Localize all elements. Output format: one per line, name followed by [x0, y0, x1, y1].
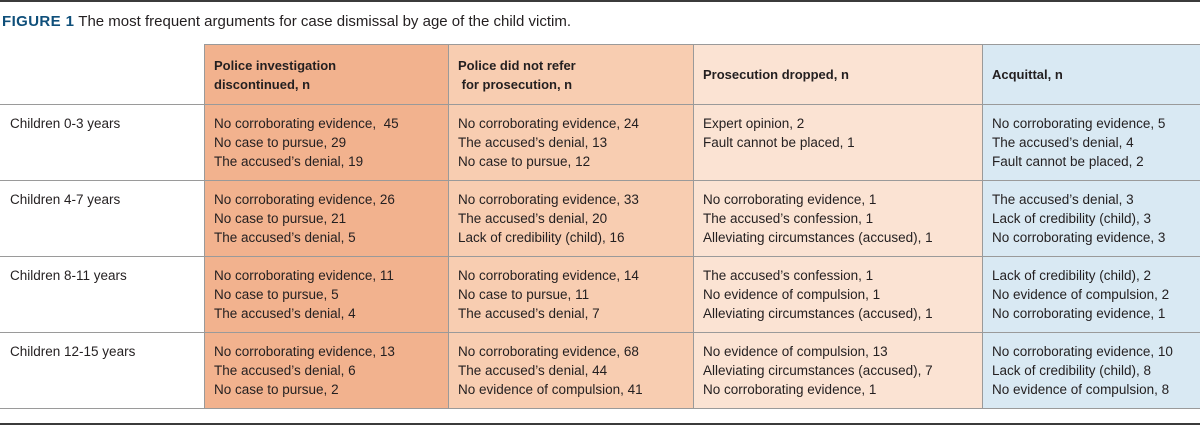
cell-entry: Alleviating circumstances (accused), 7	[703, 363, 933, 378]
table-row	[0, 257, 1200, 333]
cell-entry: No case to pursue, 5	[214, 287, 339, 302]
cell-entry: No case to pursue, 2	[214, 382, 339, 397]
cell-acquittal	[983, 105, 1200, 181]
figure-caption-text: The most frequent arguments for case dismissal by age of the child victim.	[74, 13, 572, 30]
table-row	[0, 333, 1200, 409]
row-label: Children 12-15 years	[10, 344, 136, 359]
cell-prosecution-dropped	[694, 333, 983, 409]
cell-police-discontinued	[205, 181, 449, 257]
cell-prosecution-dropped	[694, 257, 983, 333]
cell-not-referred	[449, 181, 694, 257]
header-line: Police investigation	[214, 57, 337, 73]
table-header-row	[0, 45, 1200, 105]
cell-entry: No case to pursue, 29	[214, 135, 347, 150]
cell-entry: The accused’s denial, 4	[214, 306, 356, 321]
cell-entry: No corroborating evidence, 13	[214, 344, 395, 359]
cell-entry: No corroborating evidence, 45	[214, 116, 399, 131]
bottom-rule	[0, 423, 1200, 425]
cell-not-referred	[449, 105, 694, 181]
row-label: Children 0-3 years	[10, 116, 121, 131]
top-rule	[0, 0, 1200, 2]
cell-entry: Lack of credibility (child), 3	[992, 211, 1152, 226]
cell-entry: No corroborating evidence, 1	[703, 192, 877, 207]
cell-not-referred	[449, 333, 694, 409]
cell-entry: The accused’s denial, 13	[458, 135, 608, 150]
cell-entry: The accused’s denial, 4	[992, 135, 1134, 150]
cell-entry: No case to pursue, 12	[458, 154, 591, 169]
cell-entry: No corroborating evidence, 24	[458, 116, 639, 131]
cell-police-discontinued	[205, 105, 449, 181]
cell-entry: No evidence of compulsion, 13	[703, 344, 888, 359]
cell-police-discontinued	[205, 257, 449, 333]
cell-entry: No corroborating evidence, 68	[458, 344, 639, 359]
cell-entry: The accused’s denial, 5	[214, 230, 356, 245]
cell-entry: The accused’s denial, 20	[458, 211, 608, 226]
cell-entry: Fault cannot be placed, 1	[703, 135, 855, 150]
cell-not-referred	[449, 257, 694, 333]
figure-caption	[2, 13, 571, 31]
header-line: discontinued, n	[214, 76, 311, 92]
cell-entry: No corroborating evidence, 33	[458, 192, 639, 207]
cell-prosecution-dropped	[694, 181, 983, 257]
cell-entry: The accused’s denial, 7	[458, 306, 600, 321]
cell-prosecution-dropped	[694, 105, 983, 181]
cell-entry: No corroborating evidence, 1	[703, 382, 877, 397]
cell-entry: No case to pursue, 11	[458, 287, 590, 302]
table-row	[0, 181, 1200, 257]
table-row	[0, 105, 1200, 181]
cell-acquittal	[983, 257, 1200, 333]
row-label-cell	[0, 333, 205, 409]
row-label-cell	[0, 181, 205, 257]
dismissal-arguments-table	[0, 44, 1200, 409]
cell-entry: No case to pursue, 21	[214, 211, 347, 226]
cell-police-discontinued	[205, 333, 449, 409]
cell-entry: The accused’s denial, 6	[214, 363, 356, 378]
cell-entry: No corroborating evidence, 5	[992, 116, 1166, 131]
cell-entry: Fault cannot be placed, 2	[992, 154, 1144, 169]
cell-entry: No corroborating evidence, 1	[992, 306, 1166, 321]
cell-entry: No corroborating evidence, 11	[214, 268, 394, 283]
cell-acquittal	[983, 181, 1200, 257]
cell-entry: No corroborating evidence, 14	[458, 268, 639, 283]
cell-entry: Alleviating circumstances (accused), 1	[703, 306, 933, 321]
header-line: for prosecution, n	[458, 76, 573, 92]
cell-entry: The accused’s denial, 3	[992, 192, 1134, 207]
cell-entry: No corroborating evidence, 3	[992, 230, 1166, 245]
header-cell-acquittal	[983, 45, 1200, 105]
header-cell-police-discontinued	[205, 45, 449, 105]
cell-acquittal	[983, 333, 1200, 409]
cell-entry: The accused’s confession, 1	[703, 268, 874, 283]
cell-entry: No corroborating evidence, 10	[992, 344, 1173, 359]
table-body	[0, 105, 1200, 409]
cell-entry: No evidence of compulsion, 1	[703, 287, 881, 302]
cell-entry: No corroborating evidence, 26	[214, 192, 395, 207]
row-label: Children 8-11 years	[10, 268, 127, 283]
cell-entry: No evidence of compulsion, 8	[992, 382, 1170, 397]
header-line: Acquittal, n	[992, 67, 1063, 82]
header-cell-prosecution-dropped	[694, 45, 983, 105]
cell-entry: Expert opinion, 2	[703, 116, 805, 131]
figure-label: FIGURE 1	[2, 13, 75, 30]
cell-entry: The accused’s denial, 44	[458, 363, 608, 378]
header-cell-age	[0, 45, 205, 105]
cell-entry: Lack of credibility (child), 8	[992, 363, 1152, 378]
row-label: Children 4-7 years	[10, 192, 121, 207]
cell-entry: The accused’s denial, 19	[214, 154, 364, 169]
row-label-cell	[0, 257, 205, 333]
header-line: Prosecution dropped, n	[703, 67, 849, 82]
row-label-cell	[0, 105, 205, 181]
cell-entry: The accused’s confession, 1	[703, 211, 874, 226]
cell-entry: No evidence of compulsion, 2	[992, 287, 1170, 302]
header-cell-not-referred	[449, 45, 694, 105]
header-line: Police did not refer	[458, 57, 576, 73]
cell-entry: No evidence of compulsion, 41	[458, 382, 643, 397]
cell-entry: Lack of credibility (child), 16	[458, 230, 625, 245]
cell-entry: Lack of credibility (child), 2	[992, 268, 1152, 283]
cell-entry: Alleviating circumstances (accused), 1	[703, 230, 933, 245]
